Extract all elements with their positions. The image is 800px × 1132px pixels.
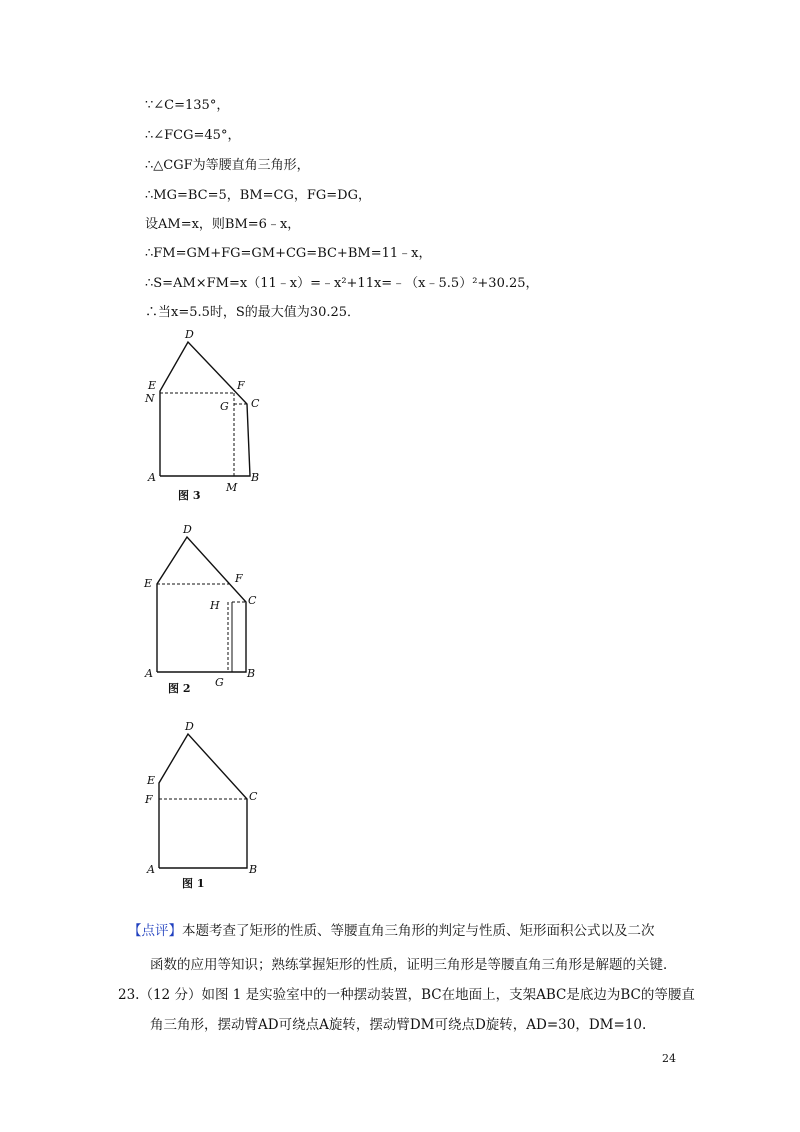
figure-3-label-a: A (148, 471, 156, 484)
figure-2-label-f: F (235, 572, 243, 585)
figure-3 (140, 326, 270, 506)
comment-tag: 【点评】 (128, 923, 182, 939)
figure-2-label-d: D (183, 523, 192, 536)
solution-line-1: ∵∠C=135°， (145, 98, 230, 113)
figure-3-label-b: B (251, 471, 260, 484)
figure-2-label-a: A (145, 667, 153, 680)
figure-1 (140, 715, 270, 895)
solution-line-6: ∴FM=GM+FG=GM+CG=BC+BM=11﹣x， (145, 246, 432, 261)
solution-line-7: ∴S=AM×FM=x（11﹣x）=﹣x²+11x=﹣（x﹣5.5）²+30.25， (145, 276, 539, 291)
figure-3-label-e: E (148, 379, 157, 392)
figure-3-label-n: N (145, 392, 155, 405)
figure-3-label-g: G (220, 400, 229, 413)
comment-text-1: 本题考查了矩形的性质、等腰直角三角形的判定与性质、矩形面积公式以及二次 (182, 923, 655, 939)
figure-3-label-c: C (251, 397, 260, 410)
figure-2-label-c: C (248, 594, 257, 607)
comment-line-1 (128, 921, 655, 941)
figure-1-label-b: B (249, 863, 258, 876)
problem-23-line-1: 23.（12 分）如图 1 是实验室中的一种摆动装置，BC在地面上，支架ABC是底边为BC的等腰直 (118, 987, 695, 1003)
figure-3-outline (160, 342, 250, 476)
comment-line-2: 函数的应用等知识；熟练掌握矩形的性质，证明三角形是等腰直角三角形是解题的关键． (150, 957, 677, 973)
figure-1-label-e: E (147, 774, 156, 787)
figure-2 (140, 520, 270, 700)
figure-3-label-f: F (237, 379, 245, 392)
figure-1-outline (159, 734, 247, 868)
solution-line-3: ∴△CGF为等腰直角三角形， (145, 158, 310, 173)
figure-1-label-d: D (185, 720, 194, 733)
figure-1-caption: 图 1 (182, 877, 205, 890)
solution-line-5: 设AM=x，则BM=6﹣x， (145, 217, 301, 232)
figure-2-outline (157, 537, 246, 672)
figure-2-label-b: B (247, 667, 256, 680)
figure-1-label-a: A (147, 863, 155, 876)
figure-3-label-d: D (185, 328, 194, 341)
solution-line-4: ∴MG=BC=5，BM=CG，FG=DG， (145, 188, 371, 203)
solution-line-8: ∴当x=5.5时，S的最大值为30.25． (145, 305, 361, 320)
figure-1-label-c: C (249, 790, 258, 803)
page-number: 24 (662, 1052, 676, 1065)
problem-23-line-2: 角三角形，摆动臂AD可绕点A旋转，摆动臂DM可绕点D旋转，AD=30，DM=10. (150, 1017, 647, 1033)
figure-2-label-g: G (215, 676, 224, 689)
solution-line-2: ∴∠FCG=45°， (145, 128, 241, 143)
figure-1-label-f: F (145, 793, 153, 806)
figure-2-label-h: H (210, 599, 220, 612)
figure-2-caption: 图 2 (168, 682, 191, 695)
figure-2-label-e: E (144, 577, 153, 590)
figure-3-label-m: M (226, 481, 238, 494)
figure-3-caption: 图 3 (178, 489, 201, 502)
